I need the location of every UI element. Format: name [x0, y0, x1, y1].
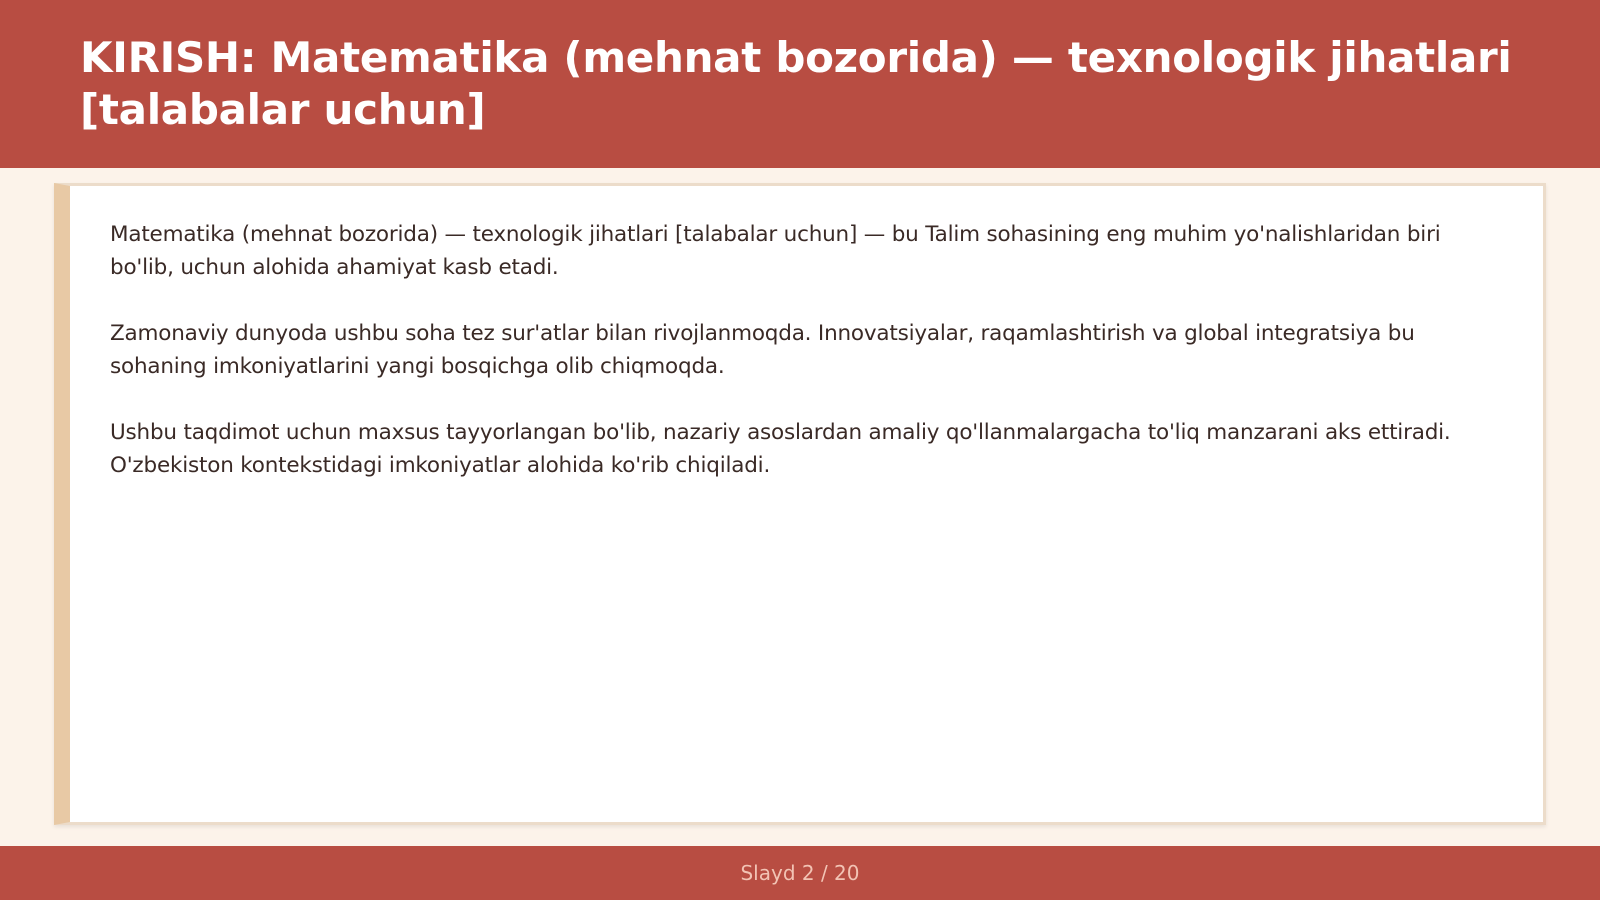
- slide-footer: [0, 846, 1600, 900]
- intro-paragraph: Matematika (mehnat bozorida) — texnologik jihatlari [talabalar uchun] — bu Talim sohasining eng muhim yo'nalishlaridan biri bo'lib, uchun alohida ahamiyat kasb etadi.: [110, 222, 1441, 280]
- presentation-scope-paragraph: Ushbu taqdimot uchun maxsus tayyorlangan bo'lib, nazariy asoslardan amaliy qo'llanmalargacha to'liq manzarani aks ettiradi. O'zbekiston kontekstidagi imkoniyatlar alohida ko'rib chiqiladi.: [110, 420, 1451, 478]
- modern-world-paragraph: Zamonaviy dunyoda ushbu soha tez sur'atlar bilan rivojlanmoqda. Innovatsiyalar, raqamlashtirish va global integratsiya bu sohaning imkoniyatlarini yangi bosqichga olib chiqmoqda.: [110, 321, 1415, 379]
- content-card: [54, 183, 1546, 825]
- slide-counter: Slayd 2 / 20: [740, 861, 860, 885]
- slide-title: KIRISH: Matematika (mehnat bozorida) — texnologik jihatlari [talabalar uchun]: [80, 33, 1512, 134]
- slide-header: [0, 0, 1600, 168]
